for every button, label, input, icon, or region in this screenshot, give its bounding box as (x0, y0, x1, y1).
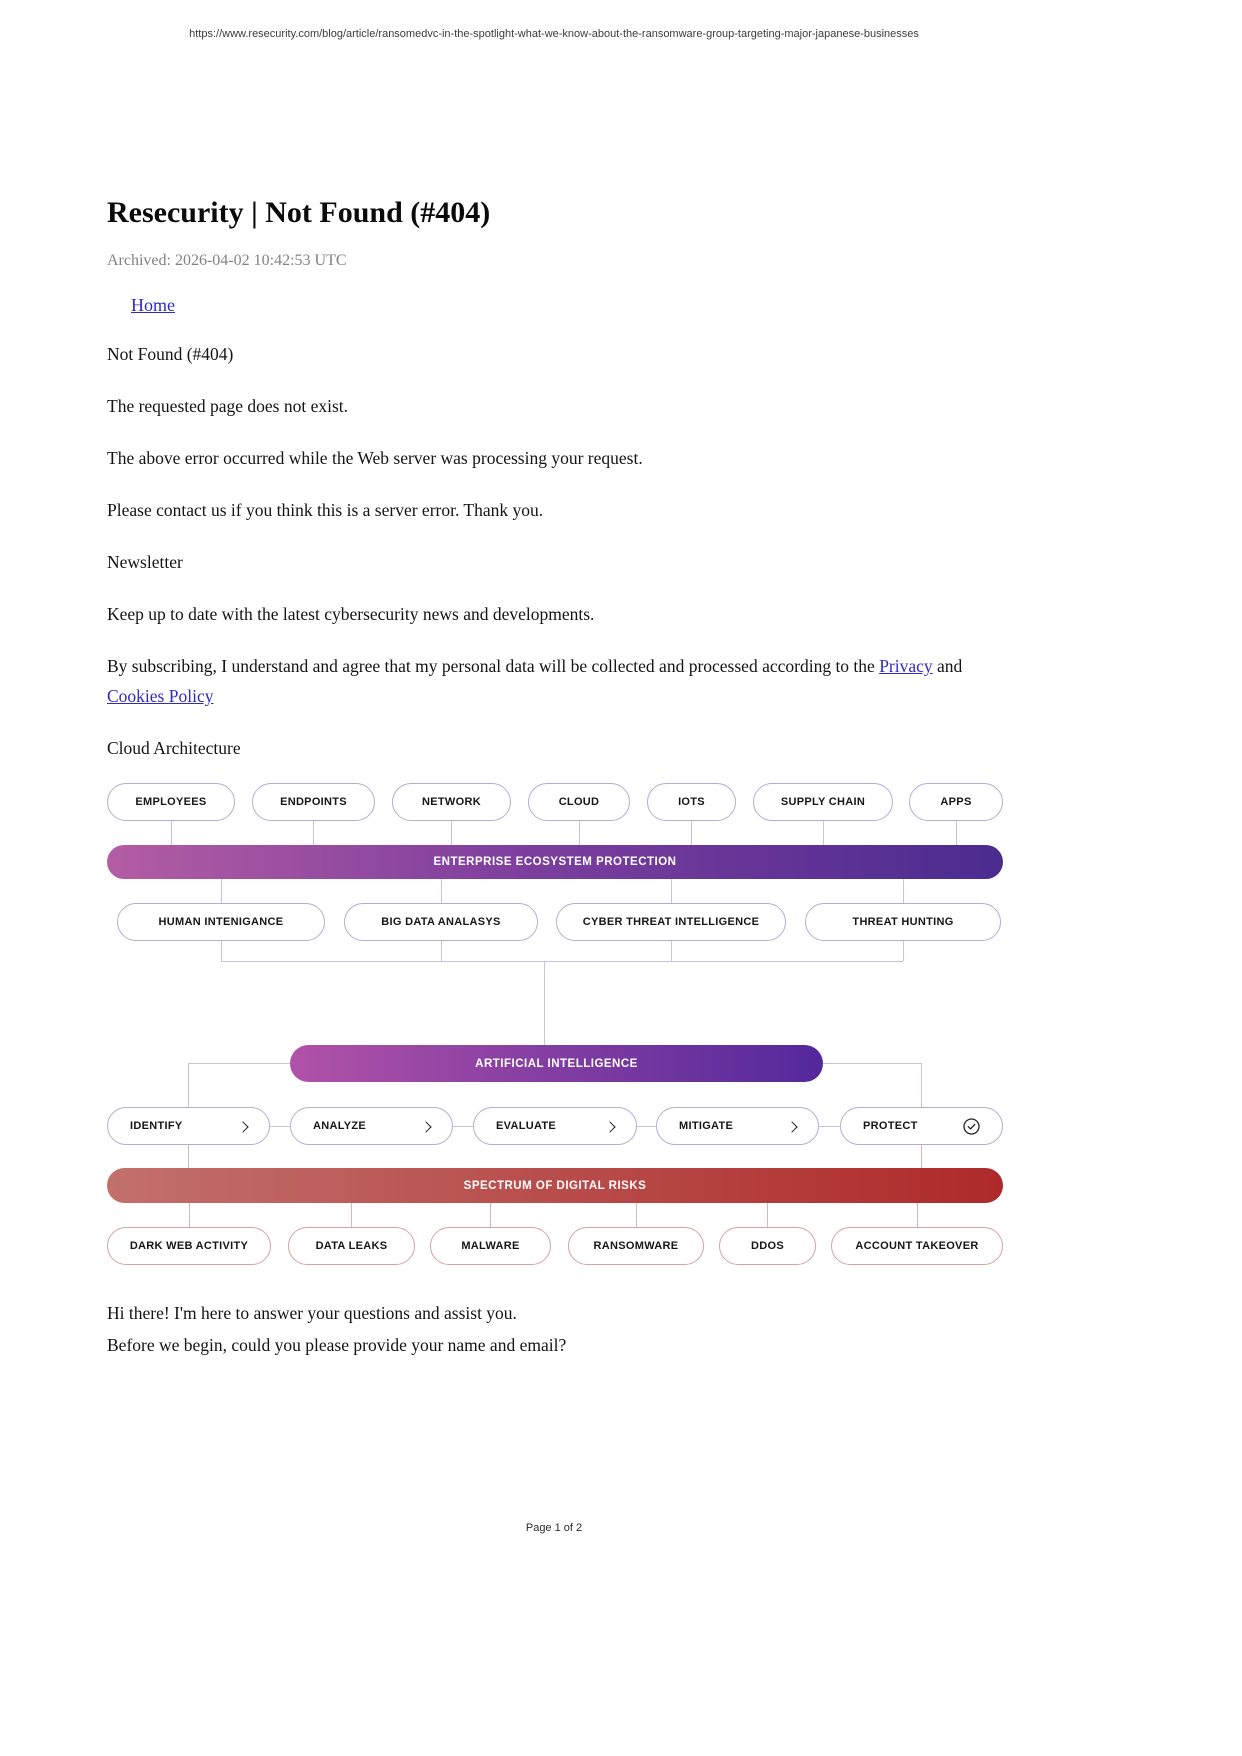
process-label: PROTECT (863, 1120, 918, 1132)
print-header-url: https://www.resecurity.com/blog/article/ransomedvc-in-the-spotlight-what-we-know-about-the-ransomware-group-targeting-major-japanese-businesses (189, 28, 919, 40)
diagram-node-data-leaks: DATA LEAKS (288, 1227, 415, 1265)
connector-line (921, 1145, 922, 1168)
diagram-node-supply-chain: SUPPLY CHAIN (753, 783, 893, 821)
process-label: IDENTIFY (130, 1120, 183, 1132)
home-link-row (107, 293, 1003, 317)
connector-line (671, 879, 672, 903)
diagram-node-protect (840, 1107, 1003, 1145)
connector-line (956, 821, 957, 845)
error-text: The above error occurred while the Web server was processing your request. (107, 448, 643, 468)
article-content (107, 0, 1003, 1361)
consent-prefix: By subscribing, I understand and agree that my personal data will be collected and processed according to the (107, 656, 880, 676)
page-title: Resecurity | Not Found (#404) (107, 196, 491, 229)
diagram-bar-spectrum-digital-risks: SPECTRUM OF DIGITAL RISKS (107, 1168, 1003, 1203)
page-number-footer: Page 1 of 2 (525, 1522, 583, 1534)
connector-line (441, 941, 442, 961)
privacy-link[interactable]: Privacy (879, 656, 933, 676)
chevron-right-icon (237, 1121, 248, 1132)
diagram-node-account-takeover: ACCOUNT TAKEOVER (831, 1227, 1003, 1265)
connector-line (188, 1145, 189, 1168)
diagram-node-big-data-analysis: BIG DATA ANALASYS (344, 903, 538, 941)
cloud-architecture-diagram (107, 783, 1003, 1265)
chevron-right-icon (604, 1121, 615, 1132)
process-label: MITIGATE (679, 1120, 734, 1132)
diagram-node-iots: IOTS (647, 783, 736, 821)
connector-line (767, 1203, 768, 1227)
diagram-node-malware: MALWARE (430, 1227, 551, 1265)
connector-line (903, 941, 904, 961)
connector-line (313, 821, 314, 845)
diagram-node-ddos: DDOS (719, 1227, 816, 1265)
chat-message-line: Hi there! I'm here to answer your questions and assist you. (107, 1303, 517, 1323)
home-link[interactable]: Home (131, 295, 175, 315)
connector-line (921, 1063, 922, 1107)
connector-line (579, 821, 580, 845)
connector-line (451, 821, 452, 845)
connector-line (823, 1063, 921, 1064)
newsletter-heading: Newsletter (107, 552, 183, 572)
connector-line (636, 1203, 637, 1227)
connector-line (189, 1203, 190, 1227)
diagram-node-cloud: CLOUD (528, 783, 630, 821)
diagram-bar-enterprise-protection: ENTERPRISE ECOSYSTEM PROTECTION (107, 845, 1003, 879)
connector-line (221, 941, 222, 961)
chevron-right-icon (420, 1121, 431, 1132)
connector-line (903, 879, 904, 903)
diagram-node-human-intelligence: HUMAN INTENIGANCE (117, 903, 325, 941)
diagram-node-dark-web-activity: DARK WEB ACTIVITY (107, 1227, 271, 1265)
not-exist-text: The requested page does not exist. (107, 396, 349, 416)
diagram-node-network: NETWORK (392, 783, 511, 821)
connector-line (691, 821, 692, 845)
consent-text (107, 651, 1003, 711)
consent-and: and (932, 656, 963, 676)
newsletter-text: Keep up to date with the latest cybersecurity news and developments. (107, 604, 595, 624)
connector-line (270, 1126, 290, 1127)
connector-line (188, 1063, 189, 1107)
diagram-node-employees: EMPLOYEES (107, 783, 235, 821)
connector-line (441, 879, 442, 903)
diagram-node-threat-hunting: THREAT HUNTING (805, 903, 1001, 941)
connector-line (351, 1203, 352, 1227)
diagram-node-ransomware: RANSOMWARE (568, 1227, 704, 1265)
archived-timestamp: Archived: 2026-04-02 10:42:53 UTC (107, 252, 347, 269)
not-found-text: Not Found (#404) (107, 344, 234, 364)
connector-line (188, 1063, 290, 1064)
connector-line (490, 1203, 491, 1227)
chat-message-line: Before we begin, could you please provide your name and email? (107, 1335, 567, 1355)
connector-line (221, 879, 222, 903)
connector-line (171, 821, 172, 845)
diagram-node-analyze (290, 1107, 453, 1145)
contact-text: Please contact us if you think this is a server error. Thank you. (107, 500, 544, 520)
diagram-node-cyber-threat-intelligence: CYBER THREAT INTELLIGENCE (556, 903, 786, 941)
connector-line (819, 1126, 840, 1127)
connector-line (544, 961, 545, 1045)
connector-line (637, 1126, 656, 1127)
connector-line (917, 1203, 918, 1227)
diagram-node-endpoints: ENDPOINTS (252, 783, 375, 821)
cloud-architecture-heading: Cloud Architecture (107, 738, 241, 758)
connector-line (823, 821, 824, 845)
chat-widget-transcript (107, 1297, 1003, 1361)
diagram-bar-artificial-intelligence: ARTIFICIAL INTELLIGENCE (290, 1045, 823, 1082)
diagram-node-mitigate (656, 1107, 819, 1145)
connector-line (671, 941, 672, 961)
process-label: EVALUATE (496, 1120, 557, 1132)
connector-line (221, 961, 903, 962)
check-circle-icon (963, 1118, 980, 1135)
diagram-node-apps: APPS (909, 783, 1003, 821)
diagram-node-evaluate (473, 1107, 637, 1145)
diagram-node-identify (107, 1107, 270, 1145)
cookies-policy-link[interactable]: Cookies Policy (107, 686, 214, 706)
connector-line (453, 1126, 473, 1127)
chevron-right-icon (786, 1121, 797, 1132)
process-label: ANALYZE (313, 1120, 367, 1132)
